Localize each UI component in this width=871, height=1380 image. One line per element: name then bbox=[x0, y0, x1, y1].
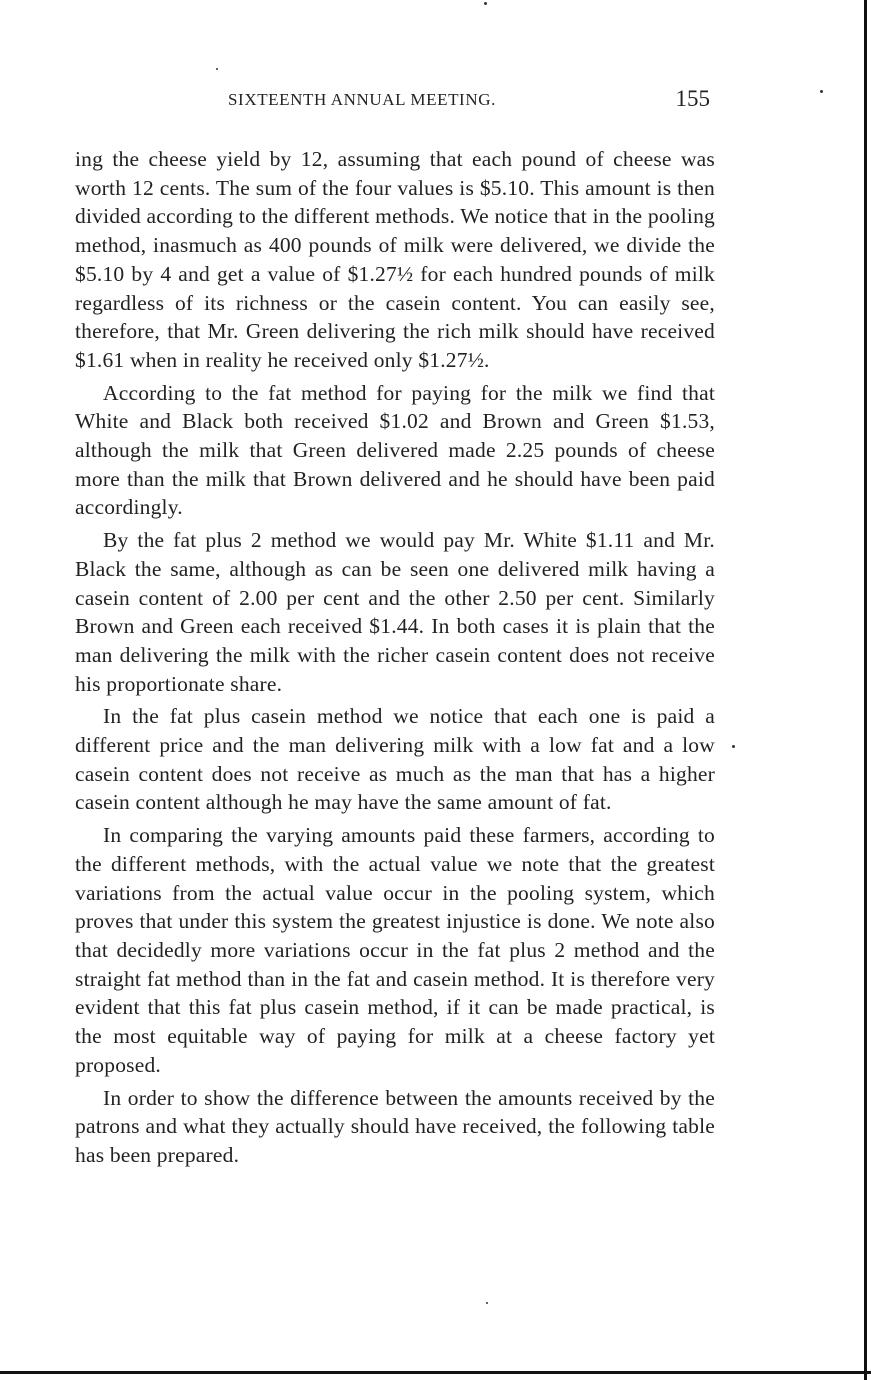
scan-edge-right bbox=[864, 0, 867, 1380]
scan-speck bbox=[484, 2, 487, 5]
page-number: 155 bbox=[675, 86, 710, 111]
scan-speck bbox=[486, 1302, 488, 1304]
paragraph-comparison: In comparing the varying amounts paid these farmers, according to the different methods, with the actual value we note that the greatest variations from the actual value occur in the pooling system, which proves that under this system the greatest injustice is done. We note also that decidedly more variations occur in the fat plus 2 method and the straight fat method than in the fat and casein method. It is therefore very evident that this fat plus casein method, if it can be made practical, is the most equitable way of paying for milk at a cheese factory yet proposed. bbox=[75, 823, 715, 1077]
paragraph-fat-plus-two-method: By the fat plus 2 method we would pay Mr. White $1.11 and Mr. Black the same, although as can be seen one delivered milk having a casein content of 2.00 per cent and the other 2.50 per cent. Similarly Brown and Green each received $1.44. In both cases it is plain that the man delivering the milk with the richer casein content does not receive his proportionate share. bbox=[75, 528, 715, 696]
scan-speck bbox=[820, 90, 823, 93]
paragraph-fat-method: According to the fat method for paying for the milk we find that White and Black both received $1.02 and Brown and Green $1.53, although the milk that Green delivered made 2.25 pounds of cheese more than the milk that Brown delivered and he should have been paid accordingly. bbox=[75, 380, 715, 520]
paragraph-continuation: ing the cheese yield by 12, assuming that each pound of cheese was worth 12 cents. The sum of the four values is $5.10. This amount is then divided according to the different methods. We notice that in the pooling method, inasmuch as 400 pounds of milk were delivered, we divide the $5.10 by 4 and get a value of $1.27½ for each hundred pounds of milk regardless of its richness or the casein content. You can easily see, therefore, that Mr. Green delivering the rich milk should have received $1.61 when in reality he received only $1.27½. bbox=[75, 147, 715, 372]
running-head: SIXTEENTH ANNUAL MEETING. bbox=[228, 90, 496, 109]
body-text bbox=[75, 145, 715, 1174]
page-header bbox=[228, 86, 710, 118]
paragraph-fat-plus-casein-method: In the fat plus casein method we notice that each one is paid a different price and the man delivering milk with a low fat and a low casein content does not receive as much as the man that has a higher casein content although he may have the same amount of fat. bbox=[75, 704, 715, 815]
scan-speck bbox=[732, 745, 735, 748]
paragraph-table-intro: In order to show the difference between the amounts received by the patrons and what they actually should have received, the following table has been prepared. bbox=[75, 1085, 715, 1167]
scan-edge-bottom bbox=[0, 1371, 871, 1374]
scan-speck bbox=[216, 68, 218, 70]
